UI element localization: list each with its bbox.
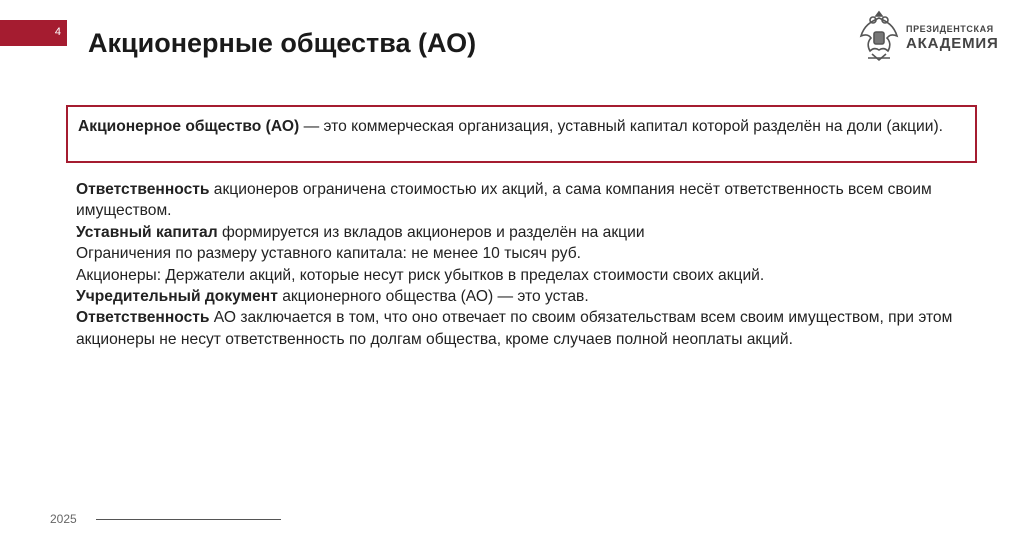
- definition-text: — это коммерческая организация, уставный капитал которой разделён на доли (акции).: [299, 118, 943, 135]
- paragraph-liability: [76, 179, 976, 222]
- paragraph-founding-document: [76, 286, 976, 307]
- page-title: Акционерные общества (АО): [88, 28, 477, 58]
- paragraph-bold: Ответственность: [76, 309, 210, 327]
- paragraph-shareholders: [76, 265, 976, 286]
- paragraph-text: Акционеры: Держатели акций, которые несут риск убытков в пределах стоимости своих акций.: [76, 266, 765, 284]
- footer-year: 2025: [50, 512, 77, 526]
- paragraph-bold: Учредительный документ: [76, 288, 278, 306]
- paragraph-text: Ограничения по размеру уставного капитала: не менее 10 тысяч руб.: [76, 245, 581, 263]
- paragraph-text: АО заключается в том, что оно отвечает по своим обязательствам всем своим имуществом, при этом акционеры не несут ответственность по долгам общества, кроме случаев полной неоплаты акций.: [76, 309, 953, 348]
- paragraph-company-liability: [76, 307, 976, 350]
- body-text: [76, 179, 976, 350]
- paragraph-capital: [76, 222, 976, 243]
- slide-number-block: [0, 20, 67, 46]
- logo-text-bottom: АКАДЕМИЯ: [906, 35, 999, 52]
- paragraph-text: формируется из вкладов акционеров и разделён на акции: [217, 223, 645, 241]
- paragraph-capital-limit: [76, 243, 976, 264]
- definition-term: Акционерное общество (АО): [78, 118, 300, 135]
- paragraph-text: акционерного общества (АО) — это устав.: [277, 288, 589, 306]
- logo-text-top: ПРЕЗИДЕНТСКАЯ: [906, 24, 994, 34]
- paragraph-bold: Уставный капитал: [76, 223, 218, 241]
- academy-logo: [858, 8, 998, 68]
- paragraph-bold: Ответственность: [76, 181, 210, 198]
- eagle-emblem-icon: [858, 8, 900, 66]
- footer-divider: [96, 519, 281, 520]
- paragraph-text: акционеров ограничена стоимостью их акций, а сама компания несёт ответственность всем своим имуществом.: [76, 181, 932, 220]
- slide-number: 4: [54, 26, 61, 38]
- definition-box: [66, 105, 977, 163]
